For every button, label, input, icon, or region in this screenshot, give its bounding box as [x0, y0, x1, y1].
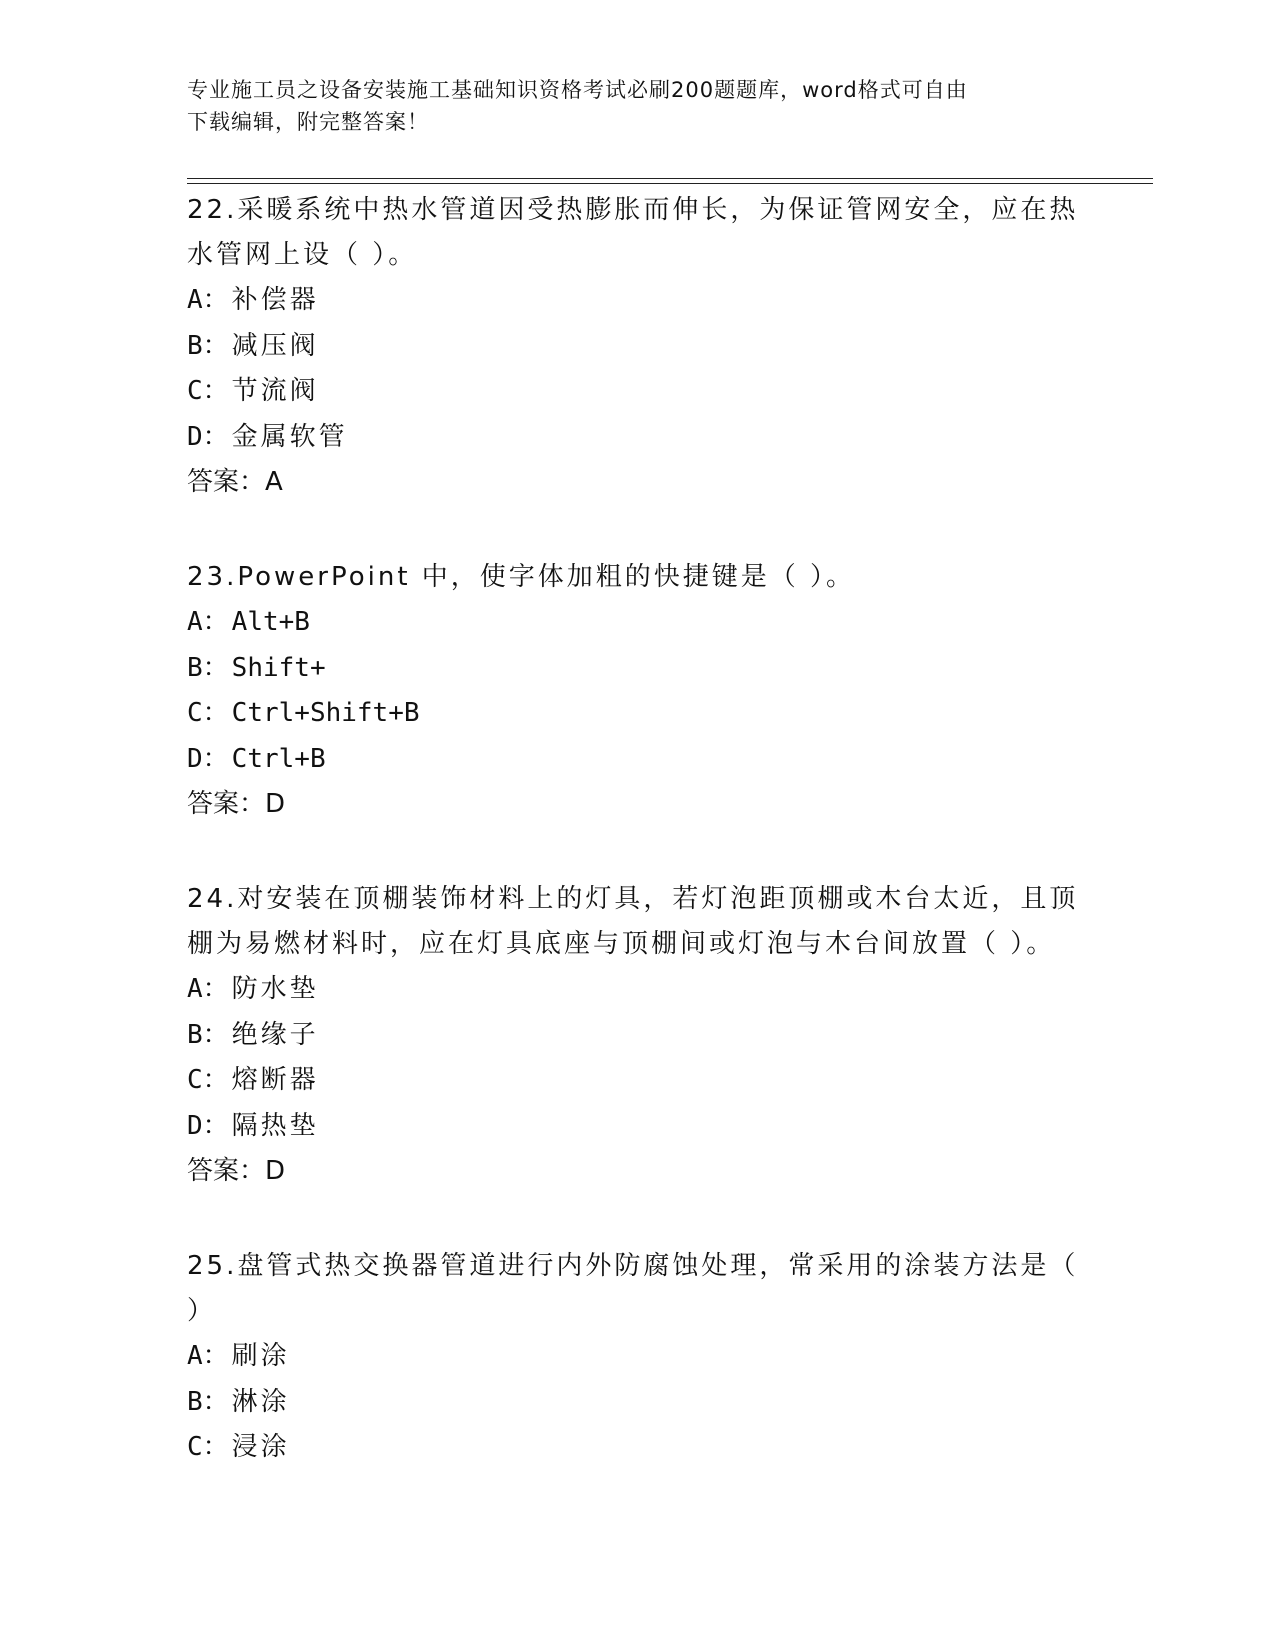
option-sep: ： [202, 1065, 232, 1095]
document-header [187, 74, 1067, 138]
option-text: Ctrl+Shift+B [231, 698, 420, 728]
option-text: 绝缘子 [231, 1019, 319, 1050]
option-key: D [187, 743, 203, 774]
option-sep: ： [202, 1341, 232, 1371]
option-sep: ： [202, 974, 232, 1004]
option-text: 淋涂 [231, 1386, 290, 1417]
option-d [187, 415, 1087, 461]
option-c [187, 1058, 1087, 1104]
stem-line: 24.对安装在顶棚装饰材料上的灯具，若灯泡距顶棚或木台太近，且顶 [187, 884, 1079, 914]
option-sep: ： [202, 1432, 232, 1462]
option-c [187, 369, 1087, 415]
option-text: Ctrl+B [231, 743, 326, 774]
answer-line: 答案：D [187, 1156, 286, 1186]
option-key: C [187, 1432, 203, 1462]
option-text: 节流阀 [231, 376, 319, 406]
option-key: B [187, 330, 203, 361]
option-key: C [187, 698, 203, 728]
option-sep: ： [202, 652, 232, 683]
option-b [187, 646, 1087, 692]
stem-line: 22.采暖系统中热水管道因受热膨胀而伸长，为保证管网安全，应在热 [187, 195, 1079, 225]
stem-line: ） [187, 1296, 217, 1326]
question-stem [187, 555, 1087, 600]
header-line: 下载编辑，附完整答案！ [187, 110, 429, 134]
option-text: 刷涂 [231, 1341, 290, 1371]
option-key: A [187, 285, 203, 315]
option-sep: ： [202, 743, 232, 774]
option-a [187, 278, 1087, 324]
option-text: 浸涂 [231, 1432, 290, 1462]
option-sep: ： [202, 1019, 232, 1050]
header-line: 专业施工员之设备安装施工基础知识资格考试必刷200题题库，word格式可自由 [187, 78, 968, 102]
option-text: 补偿器 [231, 285, 319, 315]
stem-line: 水管网上设（ ）。 [187, 240, 418, 270]
answer-line: 答案：D [187, 789, 286, 819]
question-24 [187, 877, 1087, 1194]
question-list [187, 188, 1087, 1521]
option-sep: ： [202, 1386, 232, 1417]
option-sep: ： [202, 285, 232, 315]
option-b [187, 324, 1087, 370]
header-divider [187, 178, 1153, 179]
option-b [187, 1013, 1087, 1059]
question-22 [187, 188, 1087, 505]
answer-line: 答案：A [187, 467, 283, 497]
option-c [187, 691, 1087, 737]
stem-line: 棚为易燃材料时，应在灯具底座与顶棚间或灯泡与木台间放置（ ）。 [187, 929, 1056, 959]
option-sep: ： [202, 376, 232, 406]
option-key: D [187, 421, 203, 452]
question-stem [187, 1244, 1087, 1334]
option-text: 减压阀 [231, 330, 319, 361]
stem-line: 23.PowerPoint 中，使字体加粗的快捷键是（ ）。 [187, 562, 856, 592]
question-25 [187, 1244, 1087, 1471]
option-a [187, 1334, 1087, 1380]
option-key: B [187, 1386, 203, 1417]
option-key: B [187, 1019, 203, 1050]
option-sep: ： [202, 607, 232, 637]
option-key: A [187, 1341, 203, 1371]
option-key: C [187, 1065, 203, 1095]
option-d [187, 737, 1087, 783]
option-sep: ： [202, 421, 232, 452]
option-d [187, 1104, 1087, 1150]
question-23 [187, 555, 1087, 827]
question-stem [187, 188, 1087, 278]
option-sep: ： [202, 330, 232, 361]
option-b [187, 1380, 1087, 1426]
option-a [187, 967, 1087, 1013]
stem-line: 25.盘管式热交换器管道进行内外防腐蚀处理，常采用的涂装方法是（ [187, 1251, 1079, 1281]
option-c [187, 1425, 1087, 1471]
option-sep: ： [202, 698, 232, 728]
option-text: Alt+B [231, 607, 310, 637]
option-text: 熔断器 [231, 1065, 319, 1095]
option-key: B [187, 652, 203, 683]
option-text: 金属软管 [231, 421, 348, 452]
option-key: C [187, 376, 203, 406]
question-stem [187, 877, 1087, 967]
option-text: 隔热垫 [231, 1110, 319, 1141]
header-divider [187, 183, 1153, 184]
option-key: A [187, 607, 203, 637]
option-key: A [187, 974, 203, 1004]
option-key: D [187, 1110, 203, 1141]
option-sep: ： [202, 1110, 232, 1141]
option-text: Shift+ [231, 652, 326, 683]
option-a [187, 600, 1087, 646]
option-text: 防水垫 [231, 974, 319, 1004]
